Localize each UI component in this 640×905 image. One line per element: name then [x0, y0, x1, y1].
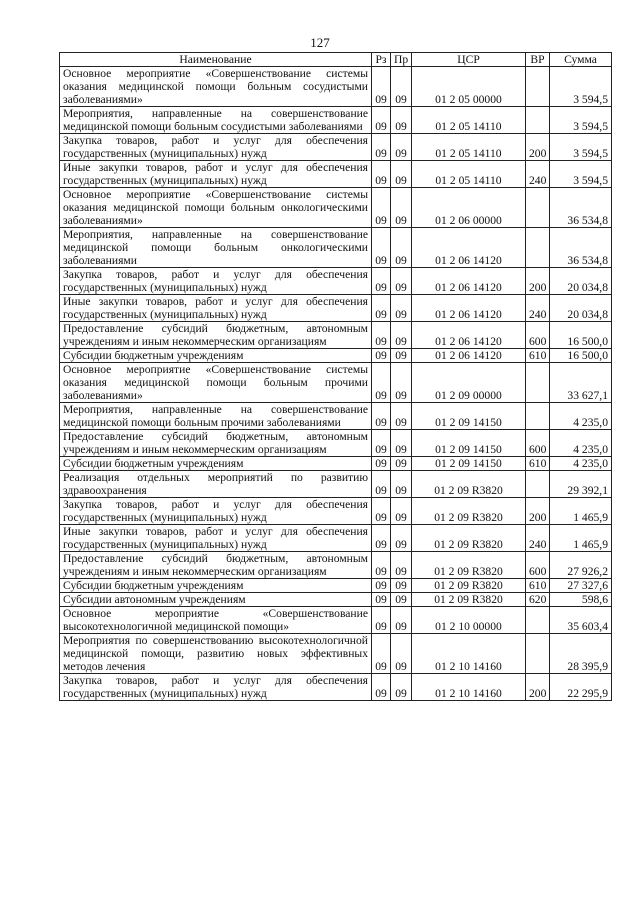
row-pr: 09: [391, 430, 412, 457]
table-row: [60, 188, 612, 228]
row-vr: 600: [526, 322, 550, 349]
row-csr: 01 2 09 R3820: [412, 579, 526, 593]
row-name: Предоставление субсидий бюджетным, автономным учреждениям и иным некоммерческим организациям: [60, 430, 372, 457]
row-csr: 01 2 09 14150: [412, 430, 526, 457]
row-csr: 01 2 09 00000: [412, 363, 526, 403]
row-rz: 09: [372, 295, 391, 322]
row-csr: 01 2 05 14110: [412, 107, 526, 134]
row-name: Мероприятия по совершенствованию высокотехнологичной медицинской помощи, развитию новых эффективных методов лечения: [60, 634, 372, 674]
header-csr: ЦСР: [412, 53, 526, 67]
row-name: Иные закупки товаров, работ и услуг для обеспечения государственных (муниципальных) нужд: [60, 525, 372, 552]
row-csr: 01 2 10 14160: [412, 674, 526, 701]
row-rz: 09: [372, 498, 391, 525]
row-csr: 01 2 06 14120: [412, 268, 526, 295]
row-rz: 09: [372, 349, 391, 363]
row-rz: 09: [372, 552, 391, 579]
row-sum: 4 235,0: [550, 403, 612, 430]
row-csr: 01 2 09 14150: [412, 403, 526, 430]
row-vr: 200: [526, 268, 550, 295]
header-rz: Рз: [372, 53, 391, 67]
row-sum: 36 534,8: [550, 228, 612, 268]
row-sum: 1 465,9: [550, 525, 612, 552]
row-rz: 09: [372, 674, 391, 701]
row-name: Основное мероприятие «Совершенствование системы оказания медицинской помощи больным прочими заболеваниями»: [60, 363, 372, 403]
row-sum: 20 034,8: [550, 268, 612, 295]
row-pr: 09: [391, 322, 412, 349]
row-name: Закупка товаров, работ и услуг для обеспечения государственных (муниципальных) нужд: [60, 134, 372, 161]
row-pr: 09: [391, 228, 412, 268]
row-pr: 09: [391, 552, 412, 579]
row-vr: 200: [526, 134, 550, 161]
table-row: [60, 607, 612, 634]
row-rz: 09: [372, 107, 391, 134]
row-sum: 22 295,9: [550, 674, 612, 701]
row-name: Субсидии бюджетным учреждениям: [60, 457, 372, 471]
row-sum: 4 235,0: [550, 430, 612, 457]
header-pr: Пр: [391, 53, 412, 67]
row-pr: 09: [391, 134, 412, 161]
row-pr: 09: [391, 161, 412, 188]
row-csr: 01 2 09 R3820: [412, 525, 526, 552]
row-sum: 27 926,2: [550, 552, 612, 579]
row-rz: 09: [372, 67, 391, 107]
row-name: Основное мероприятие «Совершенствование высокотехнологичной медицинской помощи»: [60, 607, 372, 634]
row-name: Основное мероприятие «Совершенствование системы оказания медицинской помощи больным сосудистыми заболеваниями»: [60, 67, 372, 107]
row-sum: 20 034,8: [550, 295, 612, 322]
row-pr: 09: [391, 579, 412, 593]
row-name: Мероприятия, направленные на совершенствование медицинской помощи больным сосудистыми заболеваниями: [60, 107, 372, 134]
row-vr: [526, 107, 550, 134]
row-pr: 09: [391, 295, 412, 322]
table-row: [60, 498, 612, 525]
row-vr: 200: [526, 674, 550, 701]
row-name: Субсидии бюджетным учреждениям: [60, 349, 372, 363]
row-pr: 09: [391, 593, 412, 607]
row-vr: [526, 607, 550, 634]
row-vr: [526, 634, 550, 674]
table-row: [60, 134, 612, 161]
row-rz: 09: [372, 134, 391, 161]
row-csr: 01 2 06 14120: [412, 322, 526, 349]
row-pr: 09: [391, 498, 412, 525]
row-pr: 09: [391, 607, 412, 634]
row-sum: 598,6: [550, 593, 612, 607]
header-row: [60, 53, 612, 67]
row-csr: 01 2 09 R3820: [412, 498, 526, 525]
row-csr: 01 2 09 14150: [412, 457, 526, 471]
row-sum: 35 603,4: [550, 607, 612, 634]
row-rz: 09: [372, 634, 391, 674]
row-vr: 620: [526, 593, 550, 607]
row-vr: [526, 188, 550, 228]
row-rz: 09: [372, 161, 391, 188]
row-name: Закупка товаров, работ и услуг для обеспечения государственных (муниципальных) нужд: [60, 498, 372, 525]
table-row: [60, 268, 612, 295]
page-number: 127: [310, 35, 330, 50]
row-csr: 01 2 06 14120: [412, 295, 526, 322]
budget-table: [59, 52, 612, 701]
row-csr: 01 2 05 00000: [412, 67, 526, 107]
row-sum: 4 235,0: [550, 457, 612, 471]
row-sum: 16 500,0: [550, 322, 612, 349]
row-rz: 09: [372, 403, 391, 430]
row-rz: 09: [372, 228, 391, 268]
row-pr: 09: [391, 107, 412, 134]
table-row: [60, 363, 612, 403]
row-name: Предоставление субсидий бюджетным, автономным учреждениям и иным некоммерческим организациям: [60, 552, 372, 579]
row-pr: 09: [391, 471, 412, 498]
table-row: [60, 457, 612, 471]
row-name: Субсидии бюджетным учреждениям: [60, 579, 372, 593]
table-row: [60, 579, 612, 593]
table-row: [60, 107, 612, 134]
row-sum: 3 594,5: [550, 134, 612, 161]
row-name: Иные закупки товаров, работ и услуг для обеспечения государственных (муниципальных) нужд: [60, 295, 372, 322]
row-rz: 09: [372, 525, 391, 552]
row-rz: 09: [372, 457, 391, 471]
table-row: [60, 593, 612, 607]
row-vr: 200: [526, 498, 550, 525]
row-vr: [526, 228, 550, 268]
row-pr: 09: [391, 525, 412, 552]
row-vr: 600: [526, 552, 550, 579]
row-name: Реализация отдельных мероприятий по развитию здравоохранения: [60, 471, 372, 498]
row-csr: 01 2 06 00000: [412, 188, 526, 228]
row-vr: 240: [526, 161, 550, 188]
header-vr: ВР: [526, 53, 550, 67]
row-sum: 29 392,1: [550, 471, 612, 498]
row-pr: 09: [391, 457, 412, 471]
row-pr: 09: [391, 363, 412, 403]
row-name: Мероприятия, направленные на совершенствование медицинской помощи больным прочими заболеваниями: [60, 403, 372, 430]
row-vr: 600: [526, 430, 550, 457]
row-rz: 09: [372, 268, 391, 295]
table-row: [60, 295, 612, 322]
row-pr: 09: [391, 403, 412, 430]
row-csr: 01 2 05 14110: [412, 161, 526, 188]
row-sum: 28 395,9: [550, 634, 612, 674]
table-row: [60, 634, 612, 674]
row-rz: 09: [372, 188, 391, 228]
row-pr: 09: [391, 188, 412, 228]
row-rz: 09: [372, 593, 391, 607]
row-sum: 16 500,0: [550, 349, 612, 363]
row-csr: 01 2 09 R3820: [412, 471, 526, 498]
row-sum: 1 465,9: [550, 498, 612, 525]
row-vr: [526, 67, 550, 107]
table-row: [60, 67, 612, 107]
row-vr: 610: [526, 579, 550, 593]
row-csr: 01 2 09 R3820: [412, 552, 526, 579]
row-sum: 3 594,5: [550, 107, 612, 134]
row-csr: 01 2 09 R3820: [412, 593, 526, 607]
row-pr: 09: [391, 268, 412, 295]
row-vr: 610: [526, 349, 550, 363]
row-vr: 240: [526, 295, 550, 322]
row-rz: 09: [372, 363, 391, 403]
header-name: Наименование: [60, 53, 372, 67]
row-csr: 01 2 06 14120: [412, 349, 526, 363]
row-name: Закупка товаров, работ и услуг для обеспечения государственных (муниципальных) нужд: [60, 268, 372, 295]
row-csr: 01 2 10 00000: [412, 607, 526, 634]
table-row: [60, 349, 612, 363]
row-vr: [526, 363, 550, 403]
row-rz: 09: [372, 579, 391, 593]
row-csr: 01 2 05 14110: [412, 134, 526, 161]
row-name: Субсидии автономным учреждениям: [60, 593, 372, 607]
row-vr: [526, 471, 550, 498]
row-vr: [526, 403, 550, 430]
row-sum: 3 594,5: [550, 161, 612, 188]
row-name: Основное мероприятие «Совершенствование системы оказания медицинской помощи больным онкологическими заболеваниями»: [60, 188, 372, 228]
row-rz: 09: [372, 471, 391, 498]
row-name: Мероприятия, направленные на совершенствование медицинской помощи больным онкологическими заболеваниями: [60, 228, 372, 268]
row-csr: 01 2 10 14160: [412, 634, 526, 674]
row-name: Предоставление субсидий бюджетным, автономным учреждениям и иным некоммерческим организациям: [60, 322, 372, 349]
row-name: Закупка товаров, работ и услуг для обеспечения государственных (муниципальных) нужд: [60, 674, 372, 701]
row-sum: 3 594,5: [550, 67, 612, 107]
table-row: [60, 674, 612, 701]
row-rz: 09: [372, 430, 391, 457]
table-row: [60, 228, 612, 268]
row-name: Иные закупки товаров, работ и услуг для обеспечения государственных (муниципальных) нужд: [60, 161, 372, 188]
row-pr: 09: [391, 67, 412, 107]
table-row: [60, 552, 612, 579]
row-sum: 27 327,6: [550, 579, 612, 593]
table-row: [60, 430, 612, 457]
row-vr: 610: [526, 457, 550, 471]
table-row: [60, 471, 612, 498]
table-row: [60, 161, 612, 188]
table-row: [60, 322, 612, 349]
row-pr: 09: [391, 634, 412, 674]
row-csr: 01 2 06 14120: [412, 228, 526, 268]
row-pr: 09: [391, 349, 412, 363]
row-sum: 33 627,1: [550, 363, 612, 403]
row-rz: 09: [372, 322, 391, 349]
header-sum: Сумма: [550, 53, 612, 67]
table-row: [60, 403, 612, 430]
row-vr: 240: [526, 525, 550, 552]
row-sum: 36 534,8: [550, 188, 612, 228]
table-row: [60, 525, 612, 552]
row-pr: 09: [391, 674, 412, 701]
row-rz: 09: [372, 607, 391, 634]
